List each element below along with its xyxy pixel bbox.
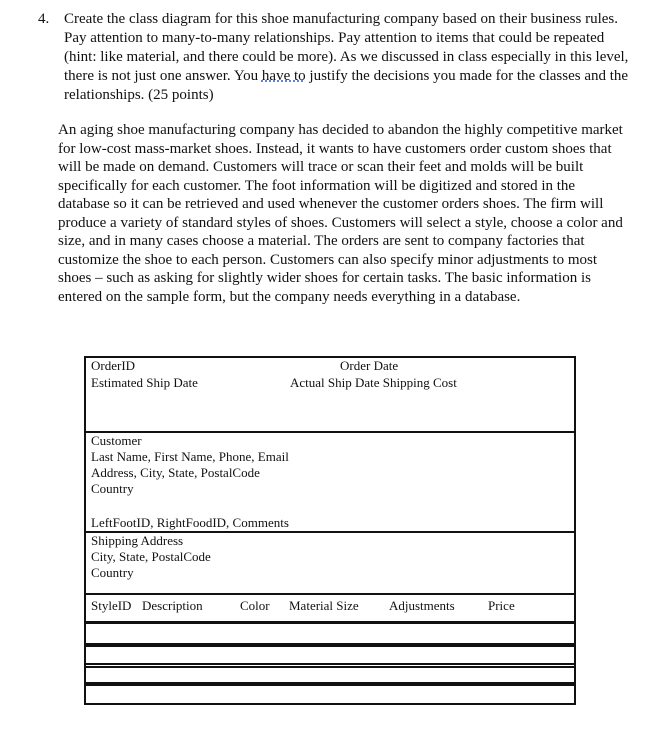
question-text-part1: Create the class diagram for this shoe manufacturing company based on their business rules. Pay attention to many-to-many relationships. Pay attention to items that could be repeated (hint: like material, and there could be more). As we discussed in class especially in this level, there is not just one answer. You bbox=[64, 11, 629, 84]
question-text bbox=[64, 10, 638, 105]
order-section bbox=[86, 358, 574, 433]
actual-ship-label: Actual Ship Date Shipping Cost bbox=[290, 375, 457, 390]
question-block bbox=[38, 10, 638, 105]
customer-title: Customer bbox=[91, 433, 142, 448]
material-size-header: Material Size bbox=[289, 598, 359, 613]
customer-name-line: Last Name, First Name, Phone, Email bbox=[91, 449, 289, 464]
items-header-row bbox=[86, 595, 574, 621]
question-number: 4. bbox=[38, 11, 50, 27]
order-id-label: OrderID bbox=[91, 358, 136, 373]
adjustments-header: Adjustments bbox=[389, 598, 455, 613]
estimated-ship-label: Estimated Ship Date bbox=[91, 375, 198, 390]
customer-section bbox=[86, 433, 574, 533]
price-header: Price bbox=[488, 598, 515, 613]
question-text-part2: justify the decisions you made for the classes and the relationships. (25 points) bbox=[64, 68, 629, 103]
order-date-label: Order Date bbox=[340, 358, 399, 373]
flagged-phrase: have to bbox=[261, 68, 306, 84]
shipping-country-line: Country bbox=[91, 565, 134, 580]
color-header: Color bbox=[240, 598, 270, 613]
customer-address-line: Address, City, State, PostalCode bbox=[91, 465, 260, 480]
scenario-paragraph: An aging shoe manufacturing company has decided to abandon the highly competitive market for low-cost mass-market shoes. Instead, it wants to have customers order custom shoes that will be made on demand. Customers will trace or scan their feet and molds will be built specifically for each customer. The foot information will be digitized and stored in the database so it can be retrieved and used whenever the customer orders shoes. The firm will produce a variety of standard styles of shoes. Customers will select a style, choose a color and size, and in many cases choose a material. The orders are sent to company factories that customize the shoe to each person. Customers can also specify minor adjustments to most shoes – such as asking for slightly wider shoes for certain tasks. The basic information is entered on the sample form, but the company needs everything in a database. bbox=[58, 122, 623, 305]
shipping-title: Shipping Address bbox=[91, 533, 184, 548]
sample-order-form bbox=[84, 356, 576, 623]
customer-country-line: Country bbox=[91, 481, 134, 496]
description-header: Description bbox=[142, 598, 203, 613]
style-id-header: StyleID bbox=[91, 598, 132, 613]
item-row-1 bbox=[84, 622, 576, 645]
shipping-section bbox=[86, 533, 574, 595]
customer-feet-line: LeftFootID, RightFoodID, Comments bbox=[91, 515, 289, 530]
item-row-4 bbox=[84, 682, 576, 705]
shipping-city-line: City, State, PostalCode bbox=[91, 549, 211, 564]
